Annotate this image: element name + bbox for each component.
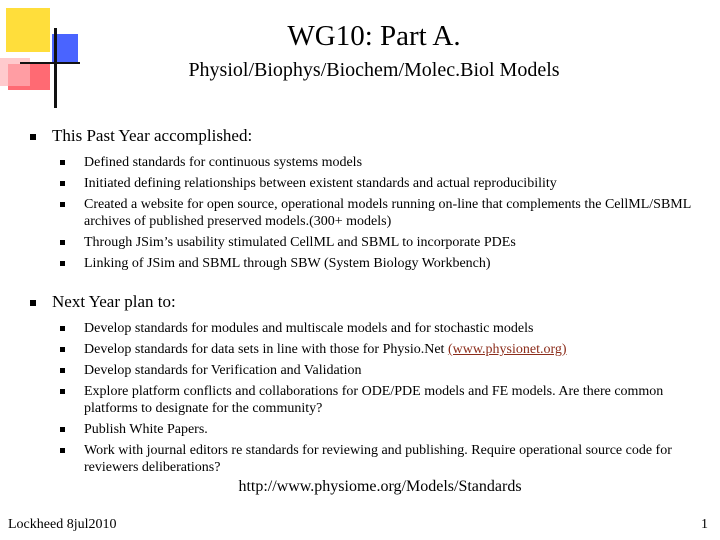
bullet-icon — [60, 160, 65, 165]
website-url[interactable]: http://www.physiome.org/Models/Standards — [238, 478, 522, 495]
list-item: Develop standards for data sets in line with those for Physio.Net (www.physionet.org) — [30, 341, 710, 358]
bullet-icon — [60, 347, 65, 352]
bullet-icon — [60, 427, 65, 432]
footer-presenter-date: Lockheed 8jul2010 — [8, 517, 117, 532]
list-item: Linking of JSim and SBML through SBW (System Biology Workbench) — [30, 255, 710, 272]
list-item: Defined standards for continuous systems models — [30, 154, 710, 171]
bullet-icon — [30, 300, 36, 306]
list-item: Develop standards for modules and multiscale models and for stochastic models — [30, 320, 710, 337]
bullet-icon — [60, 448, 65, 453]
next-year-list — [30, 320, 710, 476]
list-item: Initiated defining relationships between existent standards and actual reproducibility — [30, 175, 710, 192]
slide-logo — [0, 0, 80, 112]
page-number: 1 — [701, 517, 708, 532]
section-heading-text: This Past Year accomplished: — [52, 126, 253, 145]
bullet-icon — [60, 240, 65, 245]
list-item: Publish White Papers. — [30, 421, 710, 438]
slide-title: WG10: Part A. — [287, 20, 461, 52]
list-item: Created a website for open source, operational models running on-line that complements the CellML/SBML archives of published preserved models.(300+ models) — [30, 196, 710, 230]
section-heading — [30, 292, 710, 312]
list-item: Develop standards for Verification and Validation — [30, 362, 710, 379]
bullet-icon — [60, 261, 65, 266]
bullet-icon — [60, 326, 65, 331]
bullet-icon — [30, 134, 36, 140]
physionet-link[interactable]: (www.physionet.org) — [447, 342, 567, 357]
section-past-year — [30, 126, 710, 276]
section-heading-text: Next Year plan to: — [52, 292, 176, 311]
list-item: Work with journal editors re standards for reviewing and publishing. Require operational source code for reviewers deliberations? — [30, 442, 710, 476]
bullet-icon — [60, 389, 65, 394]
bullet-icon — [60, 368, 65, 373]
bullet-icon — [60, 181, 65, 186]
bullet-icon — [60, 202, 65, 207]
past-year-list — [30, 154, 710, 272]
list-item: Through JSim’s usability stimulated CellML and SBML to incorporate PDEs — [30, 234, 710, 251]
slide-subtitle: Physiol/Biophys/Biochem/Molec.Biol Models — [188, 59, 560, 81]
section-next-year — [30, 292, 710, 480]
section-heading — [30, 126, 710, 146]
list-item: Explore platform conflicts and collaborations for ODE/PDE models and FE models. Are there common platforms to designate for the community? — [30, 383, 710, 417]
